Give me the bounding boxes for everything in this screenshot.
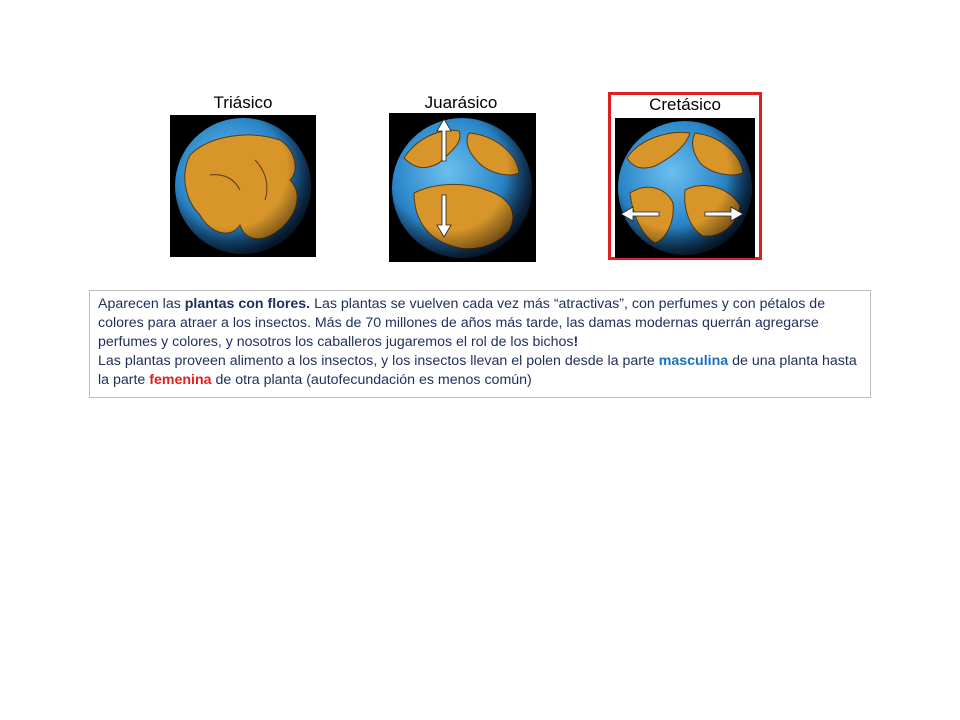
- text-segment: Las plantas se vuelven cada vez más “atractivas”, con perfumes y con pétalos de colores para atraer a los insectos. Más de 70 millones de años más tarde, las damas modernas querrán agregarse perfumes y colores, y nosotros los caballeros jugaremos el rol de los bichos: [98, 296, 826, 350]
- arrow-right-icon: [703, 206, 745, 222]
- paragraph-flowering-plants: [98, 295, 862, 352]
- period-triasico: [163, 93, 323, 115]
- globe-image-juarasico: [389, 113, 536, 262]
- text-segment: de una planta hasta la parte: [98, 353, 857, 388]
- text-highlight-plantas-con-flores: plantas con flores.: [184, 296, 311, 312]
- paragraph-pollination: [98, 352, 862, 390]
- period-cretasico-highlighted: [608, 92, 762, 260]
- arrow-down-icon: [436, 193, 452, 239]
- text-segment: Las plantas proveen alimento a los insectos, y los insectos llevan el polen desde la parte: [98, 353, 659, 369]
- globe-image-cretasico: [615, 118, 755, 258]
- text-segment: Aparecen las: [98, 296, 185, 312]
- arrow-left-icon: [619, 206, 661, 222]
- arrow-up-icon: [436, 117, 452, 163]
- text-highlight-masculina: masculina: [658, 353, 729, 369]
- text-segment: de otra planta (autofecundación es menos común): [211, 372, 532, 388]
- period-title: Triásico: [213, 93, 273, 112]
- text-segment: !: [573, 334, 579, 350]
- period-juarasico: [381, 93, 541, 115]
- globe-image-triasico: [170, 115, 316, 257]
- description-text-box: [89, 290, 871, 398]
- text-highlight-femenina: femenina: [149, 372, 212, 388]
- period-title: Juarásico: [424, 93, 498, 112]
- period-title: Cretásico: [649, 95, 721, 114]
